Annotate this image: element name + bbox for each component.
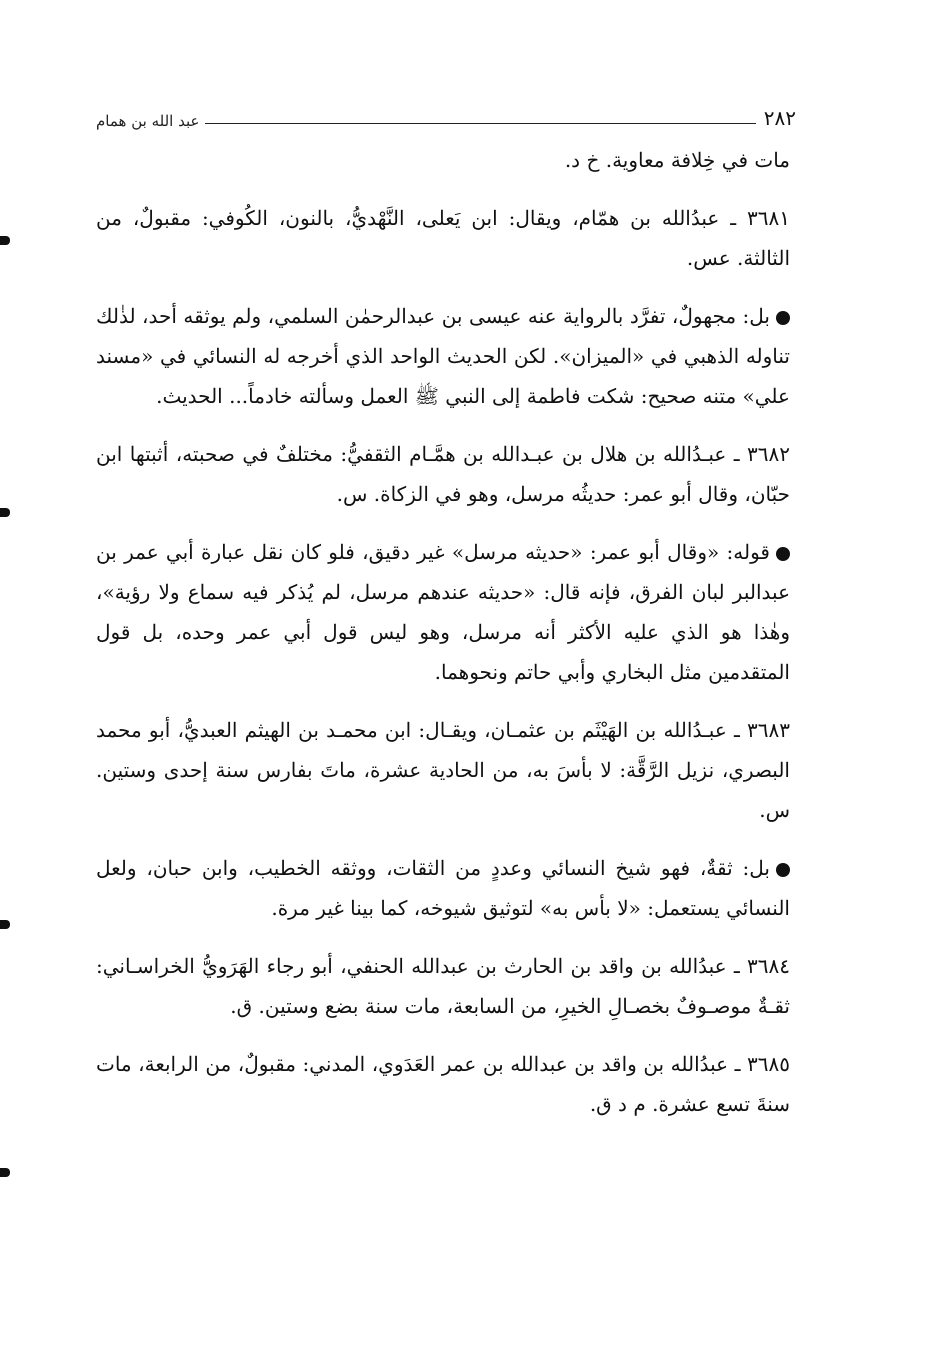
biography-entry: ٣٦٨٤ ـ عبدُالله بن واقد بن الحارث بن عبدالله الحنفي، أبو رجاء الهَرَويُّ الخراسـاني: ثقـةٌ موصـوفٌ بخصـالِ الخيرِ، من السابعة، مات سنة بضع وستين. ق. (96, 954, 790, 1018)
biography-entry: ٣٦٨٣ ـ عبـدُالله بن الهَيْثَم بن عثمـان، ويقـال: ابن محمـد بن الهيثم العبديُّ، أبو محمد البصري، نزيل الرَّقَّة: لا بأسَ به، من الحادية عشرة، ماتَ بفارس سنة إحدى وستين. س. (96, 718, 790, 822)
commentary-note: بل: مجهولٌ، تفرَّد بالرواية عنه عيسى بن عبدالرحمٰن السلمي، ولم يوثقه أحد، لذٰلك تناوله الذهبي في «الميزان». لكن الحديث الواحد الذي أخرجه له النسائي في «مسند علي» متنه صحيح: شكت فاطمة إلى النبي ﷺ العمل وسألته خادماً... الحديث. (96, 304, 790, 408)
page-number: ٢٨٢ (763, 106, 796, 130)
biography-entry: ٣٦٨١ ـ عبدُالله بن همّام، ويقال: ابن يَعلى، النَّهْديُّ، بالنون، الكُوفي: مقبولٌ، من الثالثة. عس. (96, 206, 790, 270)
running-head: عبد الله بن همام (96, 112, 200, 130)
edge-mark (0, 920, 10, 929)
bullet-dot-icon (776, 547, 790, 561)
page-body (96, 140, 790, 1142)
commentary-note: قوله: «وقال أبو عمر: «حديثه مرسل» غير دقيق، فلو كان نقل عبارة أبي عمر بن عبدالبر لبان الفرق، فإنه قال: «حديثه عندهم مرسل، لم يُذكر فيه سماع ولا رؤية»، وهٰذا هو الذي عليه الأكثر أنه مرسل، وهو ليس قول أبي عمر وحده، بل قول المتقدمين مثل البخاري وأبي حاتم ونحوهما. (96, 540, 790, 684)
bullet-dot-icon (776, 863, 790, 877)
biography-entry: ٣٦٨٢ ـ عبـدُالله بن هلال بن عبـدالله بن همَّـام الثقفيُّ: مختلفٌ في صحبته، أثبتها ابن حبّان، وقال أبو عمر: حديثُه مرسل، وهو في الزكاة. س. (96, 442, 790, 506)
paragraph: مات في خِلافة معاوية. خ د. (564, 148, 790, 172)
edge-mark (0, 236, 10, 245)
header-rule (205, 123, 755, 124)
page-header (96, 100, 796, 130)
bullet-dot-icon (776, 311, 790, 325)
commentary-note: بل: ثقةٌ، فهو شيخ النسائي وعددٍ من الثقات، ووثقه الخطيب، وابن حبان، ولعل النسائي يستعمل: «لا بأس به» لتوثيق شيوخه، كما بينا غير مرة. (96, 856, 790, 920)
biography-entry: ٣٦٨٥ ـ عبدُالله بن واقد بن عبدالله بن عمر العَدَوي، المدني: مقبولٌ، من الرابعة، مات سنةَ تسع عشرة. م د ق. (96, 1052, 790, 1116)
edge-mark (0, 1168, 10, 1177)
edge-mark (0, 508, 10, 517)
